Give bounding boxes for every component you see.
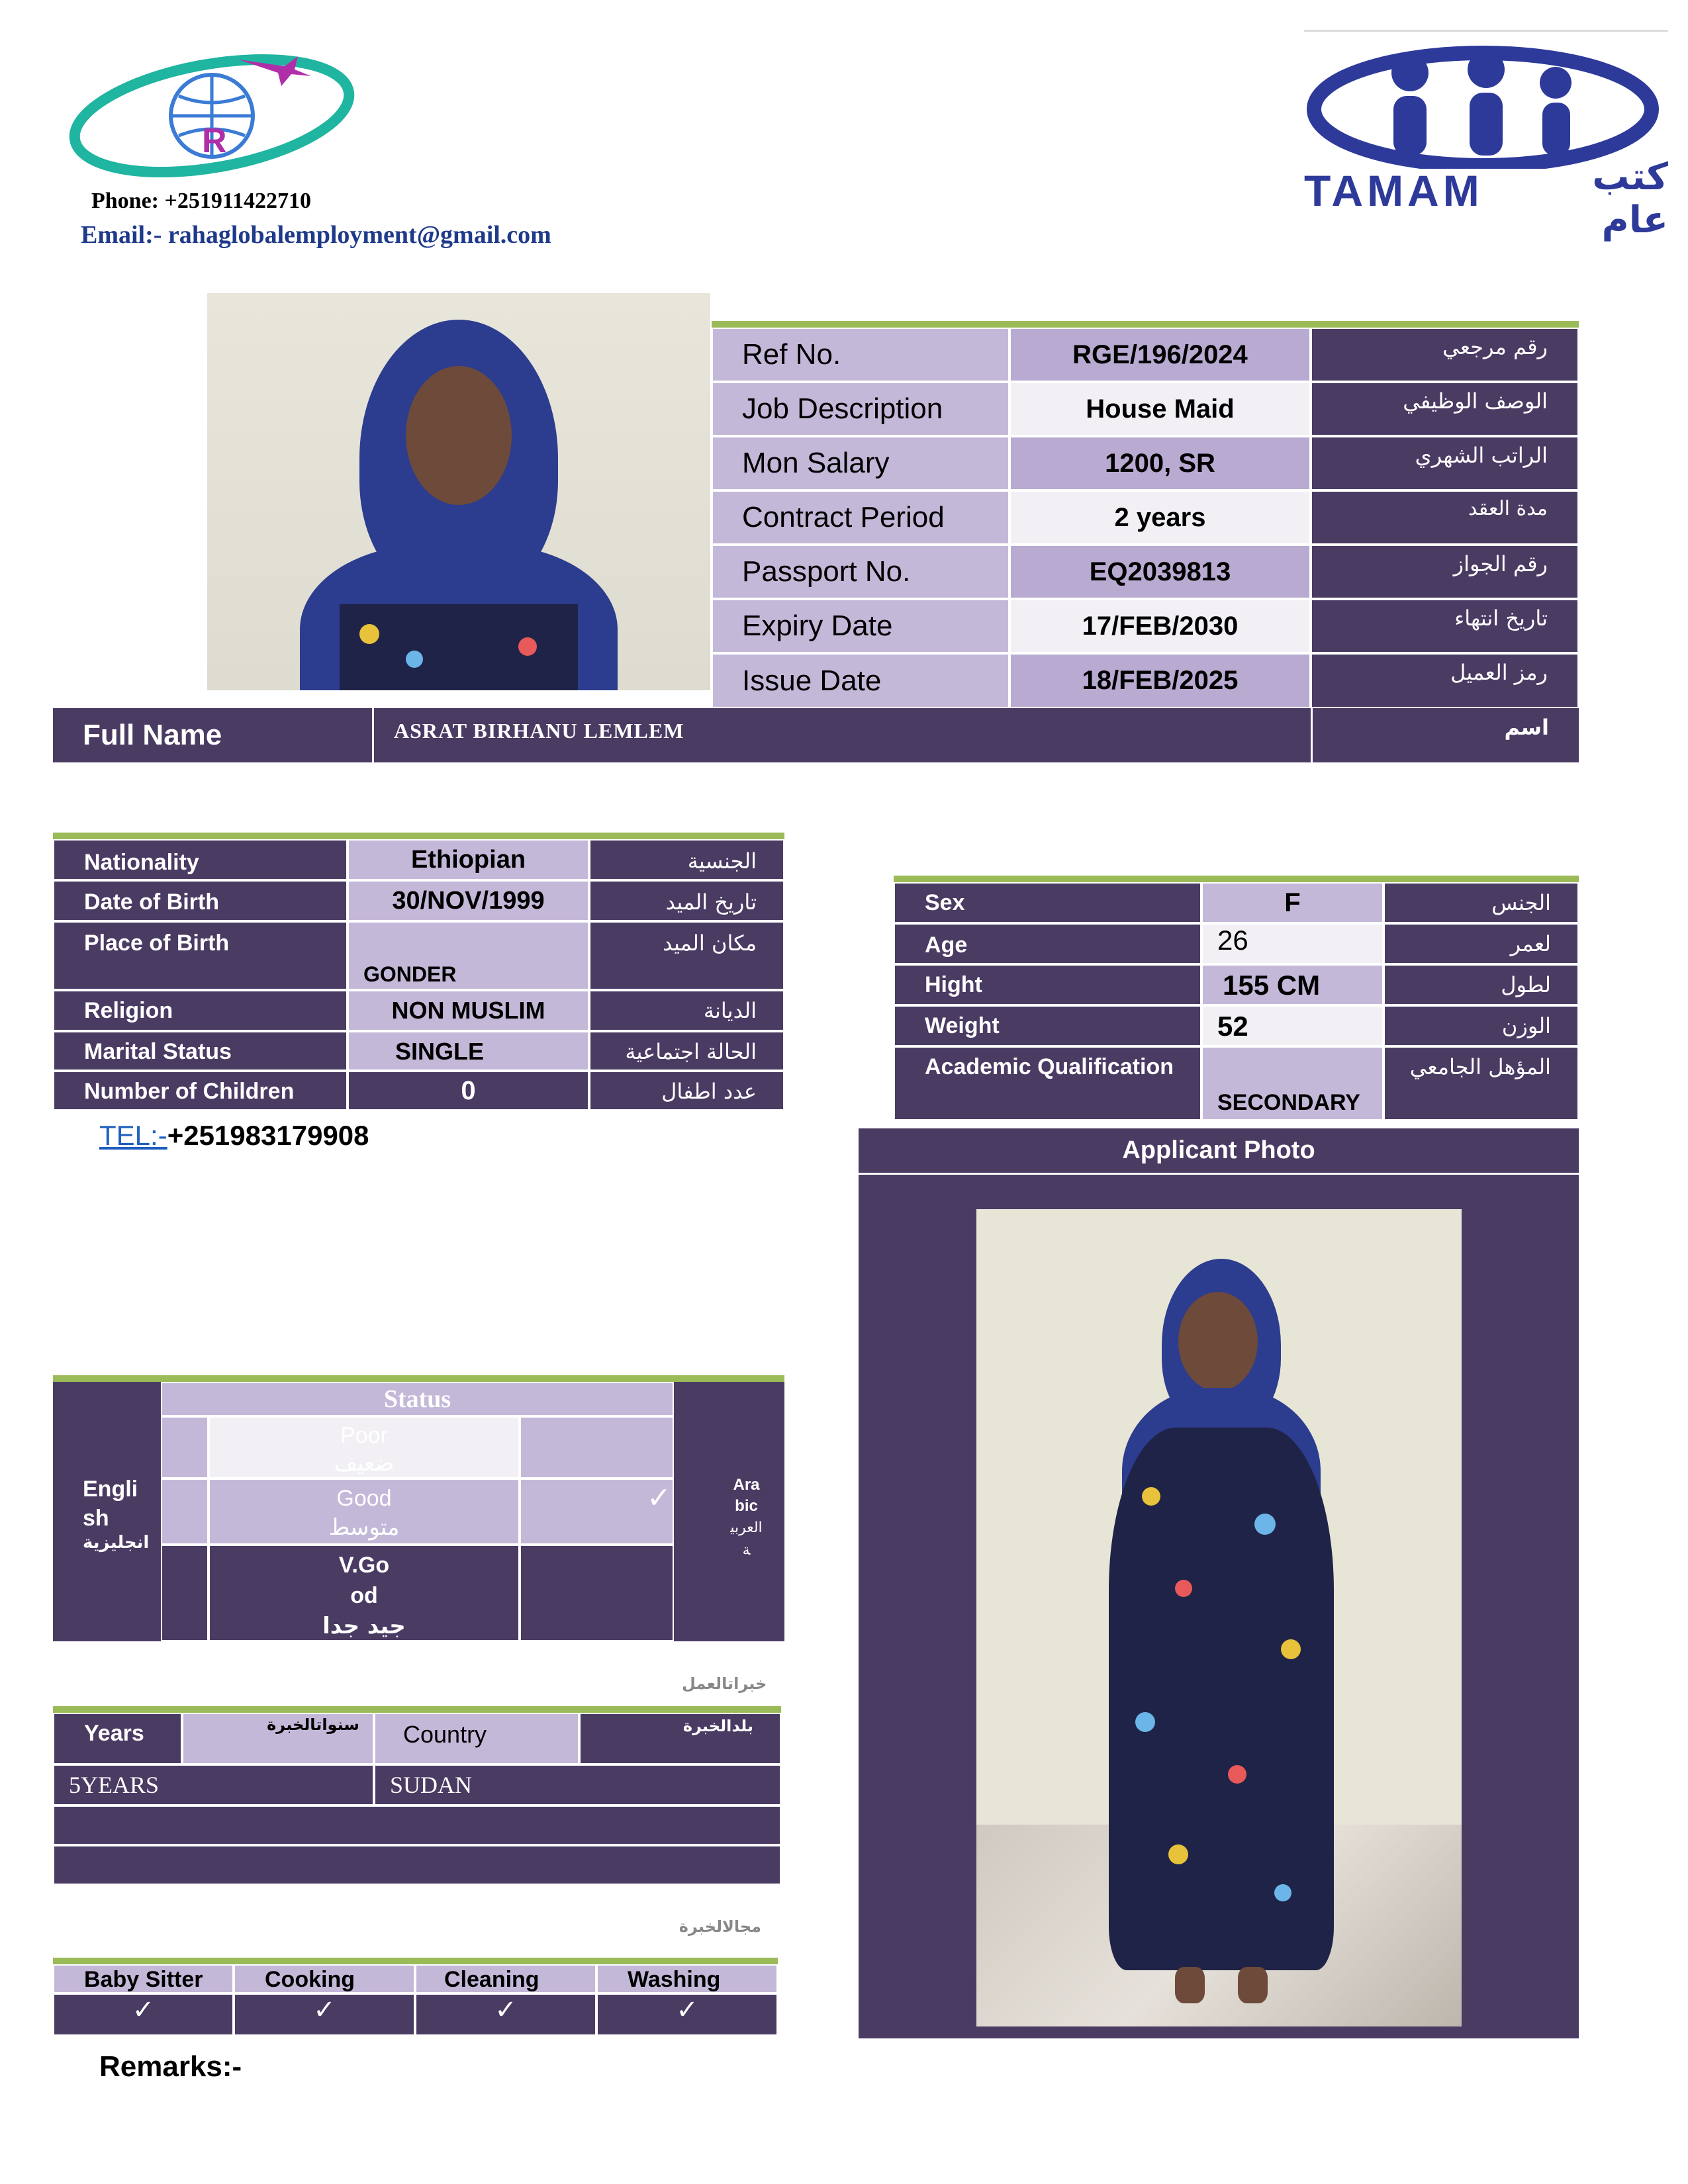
ref-no-label: Ref No.	[712, 328, 1009, 382]
contract-period-value: 2 years	[1009, 490, 1311, 545]
date-of-birth-label: Date of Birth	[53, 880, 348, 921]
svg-text:R: R	[202, 122, 227, 160]
vgood-arabic-check	[520, 1545, 674, 1641]
full-name-label: Full Name	[83, 719, 222, 751]
issue-date-label: Issue Date	[712, 653, 1009, 708]
place-of-birth-value: GONDER	[348, 921, 589, 990]
sex-label: Sex	[894, 882, 1201, 923]
ref-no-arabic: رقم مرجعي	[1311, 328, 1579, 382]
skill-cooking-check: ✓	[234, 1993, 415, 2036]
job-description-value: House Maid	[1009, 382, 1311, 436]
globe-plane-icon	[66, 40, 364, 185]
nationality-label: Nationality	[53, 839, 348, 880]
english-label-ar: انجليزية	[83, 1533, 150, 1553]
date-of-birth-arabic: تاريخ الميد	[589, 880, 784, 921]
remarks-label: Remarks:-	[99, 2050, 242, 2083]
experience-row-1-years: 5YEARS	[53, 1764, 374, 1805]
poor-level-en: Poor	[340, 1423, 388, 1448]
job-table-topbar	[712, 321, 1579, 328]
good-arabic-check: ✓	[520, 1479, 674, 1545]
marital-status-value: SINGLE	[348, 1031, 589, 1071]
tel-link[interactable]: TEL:-	[99, 1120, 167, 1151]
children-arabic: عدد اطفال	[589, 1071, 784, 1111]
vgood-level-en: V.Go od	[338, 1553, 390, 1608]
age-arabic: لعمر	[1383, 923, 1579, 964]
status-header: Status	[161, 1382, 674, 1416]
experience-title: خبراتالعمل	[682, 1674, 767, 1693]
marital-status-label: Marital Status	[53, 1031, 348, 1071]
height-arabic: لطول	[1383, 964, 1579, 1005]
applicant-photo-panel	[859, 1128, 1579, 2038]
poor-arabic-check	[520, 1416, 674, 1479]
experience-row-1-country: SUDAN	[374, 1764, 781, 1805]
physical-table	[894, 882, 1579, 1127]
skill-washing: Washing	[596, 1964, 778, 1993]
religion-arabic: الديانة	[589, 990, 784, 1031]
personal-table	[53, 839, 784, 1111]
date-of-birth-value: 30/NOV/1999	[348, 880, 589, 921]
poor-english-check	[161, 1416, 209, 1479]
children-label: Number of Children	[53, 1071, 348, 1111]
age-value: 26	[1201, 923, 1383, 964]
weight-label: Weight	[894, 1005, 1201, 1046]
country-header: Country	[374, 1713, 579, 1764]
experience-row-3	[53, 1845, 781, 1885]
academic-arabic: المؤهل الجامعي	[1383, 1046, 1579, 1120]
skill-baby-sitter: Baby Sitter	[53, 1964, 234, 1993]
skill-washing-check: ✓	[596, 1993, 778, 2036]
weight-arabic: الوزن	[1383, 1005, 1579, 1046]
agency-phone: Phone: +251911422710	[91, 189, 311, 213]
applicant-portrait	[207, 293, 710, 690]
years-header: Years	[53, 1713, 182, 1764]
sex-arabic: الجنس	[1383, 882, 1579, 923]
passport-no-arabic: رقم الجواز	[1311, 545, 1579, 599]
skills-table-topbar	[53, 1958, 778, 1964]
issue-date-value: 18/FEB/2025	[1009, 653, 1311, 708]
experience-table	[53, 1713, 781, 1885]
tel-number: +251983179908	[167, 1120, 369, 1151]
full-name-divider-2	[1311, 708, 1313, 762]
skill-baby-sitter-check: ✓	[53, 1993, 234, 2036]
full-name-row	[53, 708, 1579, 762]
physical-table-topbar	[894, 876, 1579, 882]
good-level-en: Good	[336, 1486, 392, 1511]
arabic-label-en: Ara bic	[733, 1476, 760, 1515]
salary-label: Mon Salary	[712, 436, 1009, 490]
full-name-arabic: اسم	[1504, 715, 1549, 740]
expiry-date-value: 17/FEB/2030	[1009, 599, 1311, 653]
years-header-arabic: سنواتالخبرة	[182, 1713, 374, 1764]
experience-row-2	[53, 1805, 781, 1845]
religion-value: NON MUSLIM	[348, 990, 589, 1031]
salary-value: 1200, SR	[1009, 436, 1311, 490]
weight-value: 52	[1201, 1005, 1383, 1046]
poor-level-ar: ضعيف	[334, 1450, 395, 1477]
language-table	[53, 1382, 784, 1641]
good-level-ar: متوسط	[328, 1514, 400, 1541]
applicant-full-photo	[976, 1209, 1462, 2026]
vgood-english-check	[161, 1545, 209, 1641]
skill-cleaning: Cleaning	[415, 1964, 596, 1993]
age-label: Age	[894, 923, 1201, 964]
experience-table-topbar	[53, 1706, 781, 1713]
height-label: Hight	[894, 964, 1201, 1005]
people-logo-icon	[1304, 36, 1668, 169]
skill-cooking: Cooking	[234, 1964, 415, 1993]
academic-label: Academic Qualification	[894, 1046, 1201, 1120]
skills-title: مجالالخبرة	[679, 1917, 761, 1936]
partner-logo-text: TAMAM	[1304, 166, 1483, 215]
marital-status-arabic: الحالة اجتماعية	[589, 1031, 784, 1071]
expiry-date-arabic: تاريخ انتهاء	[1311, 599, 1579, 653]
nationality-value: Ethiopian	[348, 839, 589, 880]
vgood-level-ar: جيد جدا	[322, 1613, 406, 1639]
salary-arabic: الراتب الشهري	[1311, 436, 1579, 490]
religion-label: Religion	[53, 990, 348, 1031]
skills-table	[53, 1964, 778, 2036]
issue-date-arabic: رمز العميل	[1311, 653, 1579, 708]
children-value: 0	[348, 1071, 589, 1111]
language-table-topbar	[53, 1375, 784, 1382]
arabic-label	[728, 1475, 765, 1562]
poor-level	[209, 1416, 520, 1479]
ref-no-value: RGE/196/2024	[1009, 328, 1311, 382]
tel-line	[99, 1120, 369, 1152]
agency-logo	[66, 40, 364, 185]
passport-no-value: EQ2039813	[1009, 545, 1311, 599]
nationality-arabic: الجنسية	[589, 839, 784, 880]
country-header-arabic: بلدالخبرة	[579, 1713, 781, 1764]
height-value: 155 CM	[1201, 964, 1383, 1005]
skill-cleaning-check: ✓	[415, 1993, 596, 2036]
agency-email: Email:- rahaglobalemployment@gmail.com	[81, 221, 551, 249]
job-table	[712, 328, 1579, 708]
partner-logo	[1304, 30, 1668, 242]
passport-no-label: Passport No.	[712, 545, 1009, 599]
good-english-check	[161, 1479, 209, 1545]
applicant-photo-header	[859, 1128, 1579, 1175]
good-level	[209, 1479, 520, 1545]
job-description-label: Job Description	[712, 382, 1009, 436]
academic-value: SECONDARY	[1201, 1046, 1383, 1120]
place-of-birth-label: Place of Birth	[53, 921, 348, 990]
partner-logo-arabic: كتب عام	[1592, 156, 1668, 242]
english-label	[83, 1475, 156, 1553]
job-description-arabic: الوصف الوظيفي	[1311, 382, 1579, 436]
contract-period-arabic: مدة العقد	[1311, 490, 1579, 545]
place-of-birth-arabic: مكان الميد	[589, 921, 784, 990]
arabic-label-ar: العربية	[730, 1520, 763, 1559]
sex-value: F	[1201, 882, 1383, 923]
vgood-level	[209, 1545, 520, 1641]
personal-table-topbar	[53, 833, 784, 839]
applicant-photo-label: Applicant Photo	[1122, 1136, 1315, 1164]
full-name-divider-1	[372, 708, 374, 762]
full-name-value: ASRAT BIRHANU LEMLEM	[394, 719, 684, 743]
english-label-en: Engli sh	[83, 1477, 138, 1531]
expiry-date-label: Expiry Date	[712, 599, 1009, 653]
contract-period-label: Contract Period	[712, 490, 1009, 545]
